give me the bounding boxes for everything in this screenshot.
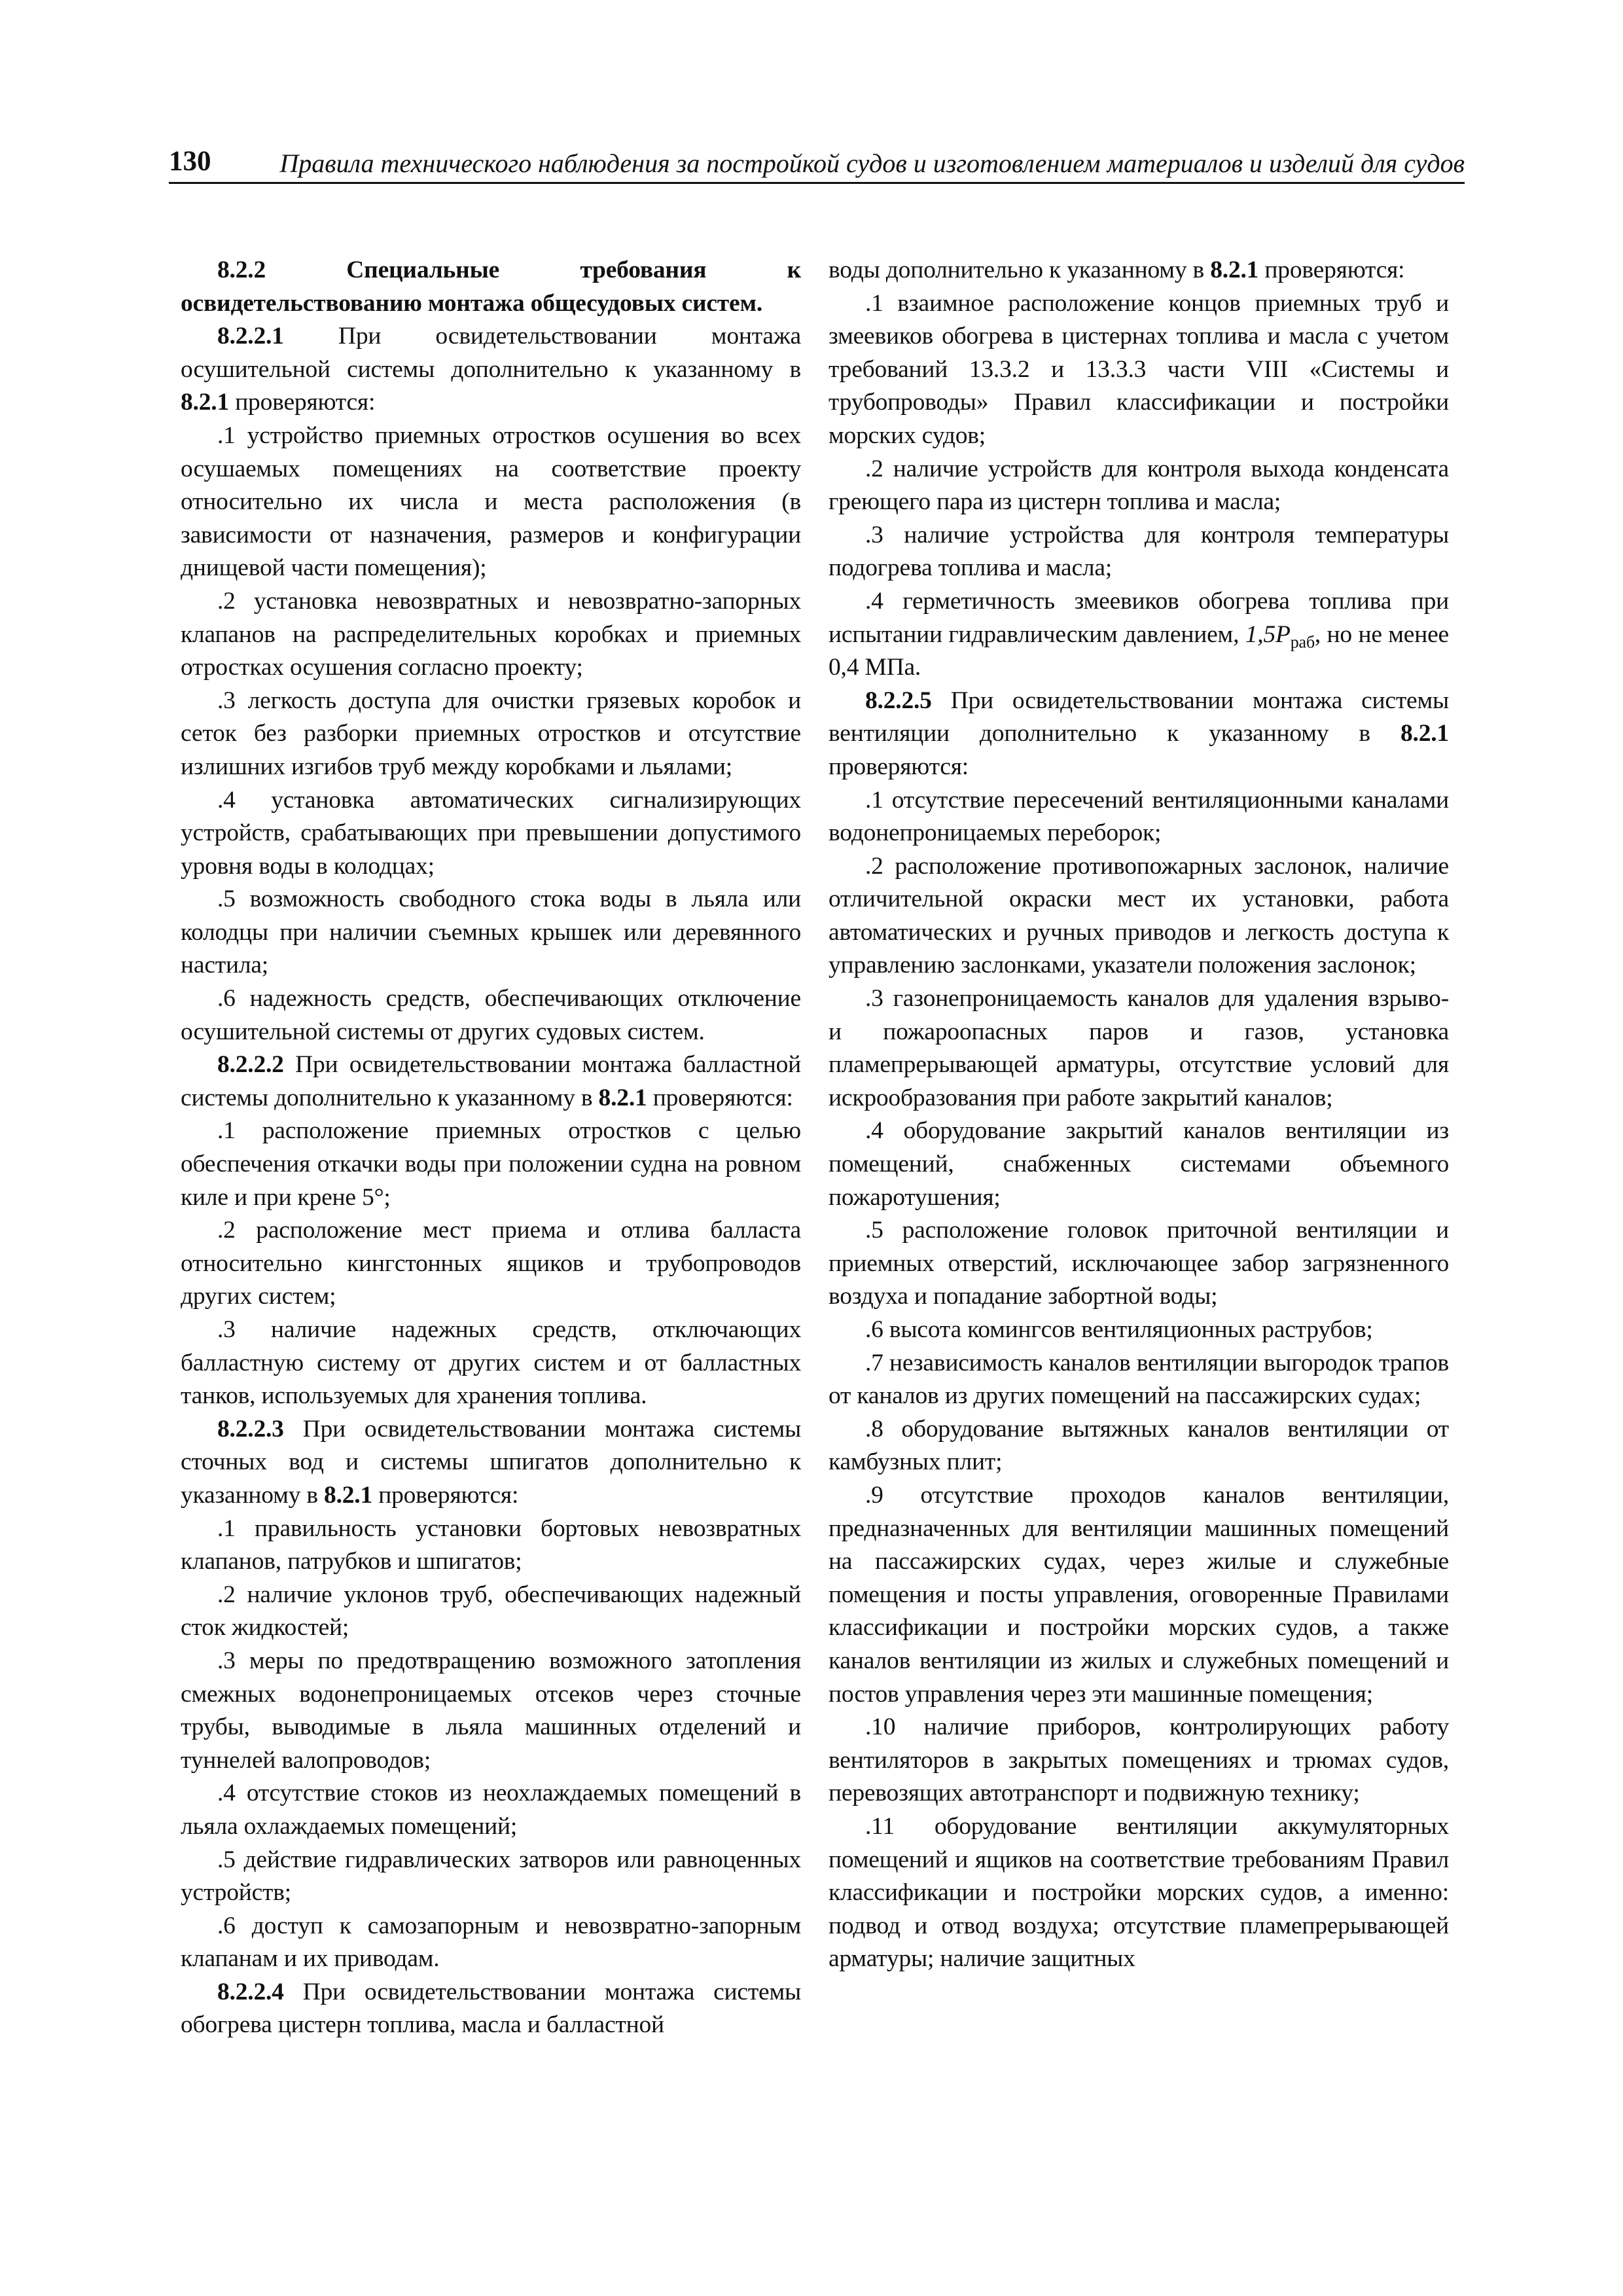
list-item: .4 герметичность змеевиков обогрева топлива при испытании гидравлическим давлением, $1,5P_{раб}$, но не менее 0,4 МПа. [829, 587, 1449, 681]
clause-number: 8.2.2.3 [217, 1415, 284, 1443]
section-title: Специальные требования к освидетельствованию монтажа общесудовых систем. [181, 257, 801, 317]
list-item: .1 взаимное расположение концов приемных труб и змеевиков обогрева в цистернах топлива и масла с учетом требований 13.3.2 и 13.3.3 части VIII «Системы и трубопроводы» Правил классификации и постройки морских судов; [829, 289, 1449, 449]
list-item: .2 расположение противопожарных заслонок, наличие отличительной окраски мест их установки, работа автоматических и ручных приводов и легкость доступа к управлению заслонками, указатели положения заслонок; [829, 852, 1449, 979]
list-item: .3 наличие устройства для контроля температуры подогрева топлива и масла; [829, 521, 1449, 582]
cross-reference: 8.2.1 [181, 389, 230, 416]
list-item: .6 доступ к самозапорным и невозвратно-запорным клапанам и их приводам. [181, 1912, 801, 1973]
list-item: .6 высота комингсов вентиляционных раструбов; [865, 1316, 1373, 1343]
list-item: .5 возможность свободного стока воды в льяла или колодцы при наличии съемных крышек или деревянного настила; [181, 886, 801, 979]
list-item: .2 расположение мест приема и отлива балласта относительно кингстонных ящиков и трубопроводов других систем; [181, 1217, 801, 1310]
list-item: .3 газонепроницаемость каналов для удаления взрыво- и пожароопасных паров и газов, установка пламепрерывающей арматуры, отсутствие условий для искрообразования при работе закрытий каналов; [829, 985, 1449, 1111]
list-item: .4 оборудование закрытий каналов вентиляции из помещений, снабженных системами объемного пожаротушения; [829, 1117, 1449, 1211]
cross-reference: 8.2.1 [1400, 720, 1449, 747]
running-header [169, 143, 1465, 184]
list-item: .4 отсутствие стоков из неохлаждаемых помещений в льяла охлаждаемых помещений; [181, 1780, 801, 1840]
list-item: .2 наличие уклонов труб, обеспечивающих надежный сток жидкостей; [181, 1581, 801, 1641]
list-item: .3 меры по предотвращению возможного затопления смежных водонепроницаемых отсеков через сточные трубы, выводимые в льяла машинных отделений и туннелей валопроводов; [181, 1647, 801, 1774]
section-heading-8-2-2 [181, 254, 801, 320]
running-title: Правила технического наблюдения за постройкой судов и изготовлением материалов и изделий для судов [279, 149, 1465, 178]
paragraph-8-2-2-2: 8.2.2.2 При освидетельствовании монтажа балластной системы дополнительно к указанному в 8.2.1 проверяются: [181, 1051, 801, 1111]
list-item: .4 установка автоматических сигнализирующих устройств, срабатывающих при превышении допустимого уровня воды в колодцах; [181, 786, 801, 880]
clause-number: 8.2.2.2 [217, 1051, 284, 1079]
paragraph-8-2-2-5: 8.2.2.5 При освидетельствовании монтажа системы вентиляции дополнительно к указанному в 8.2.1 проверяются: [829, 687, 1449, 780]
list-item: .1 устройство приемных отростков осушения во всех осушаемых помещениях на соответствие проекту относительно их числа и места расположения (в зависимости от назначения, размеров и конфигурации днищевой части помещения); [181, 422, 801, 582]
left-column [181, 254, 801, 2042]
list-item: .6 надежность средств, обеспечивающих отключение осушительной системы от других судовых систем. [181, 985, 801, 1045]
list-item: .5 расположение головок приточной вентиляции и приемных отверстий, исключающее забор загрязненного воздуха и попадание забортной воды; [829, 1217, 1449, 1310]
list-item: .2 установка невозвратных и невозвратно-запорных клапанов на распределительных коробках и приемных отростках осушения согласно проекту; [181, 587, 801, 681]
paragraph-8-2-2-3: 8.2.2.3 При освидетельствовании монтажа системы сточных вод и системы шпигатов дополнительно к указанному в 8.2.1 проверяются: [181, 1415, 801, 1509]
right-column [829, 254, 1449, 1976]
list-item: .10 наличие приборов, контролирующих работу вентиляторов в закрытых помещениях и трюмах судов, перевозящих автотранспорт и подвижную технику; [829, 1713, 1449, 1807]
list-item: .1 расположение приемных отростков с целью обеспечения откачки воды при положении судна на ровном киле и при крене 5°; [181, 1117, 801, 1211]
paragraph-continuation: воды дополнительно к указанному в 8.2.1 проверяются: [829, 257, 1405, 283]
list-item: .8 оборудование вытяжных каналов вентиляции от камбузных плит; [829, 1415, 1449, 1476]
list-item: .9 отсутствие проходов каналов вентиляции, предназначенных для вентиляции машинных помещений на пассажирских судах, через жилые и служебные помещения и посты управления, оговоренные Правилами классификации и постройки морских судов, а также каналов вентиляции из жилых и служебных помещений и постов управления через эти машинные помещения; [829, 1481, 1449, 1708]
clause-number: 8.2.2.5 [865, 687, 932, 714]
clause-number: 8.2.2.4 [217, 1978, 284, 2005]
list-item: .5 действие гидравлических затворов или равноценных устройств; [181, 1846, 801, 1907]
paragraph-8-2-2-4: 8.2.2.4 При освидетельствовании монтажа системы обогрева цистерн топлива, масла и балластной [181, 1978, 801, 2039]
cross-reference: 8.2.1 [1210, 257, 1259, 283]
list-item: .1 отсутствие пересечений вентиляционными каналами водонепроницаемых переборок; [829, 786, 1449, 847]
list-item: .11 оборудование вентиляции аккумуляторных помещений и ящиков на соответствие требованиям Правил классификации и постройки морских судов, а именно: подвод и отвод воздуха; отсутствие пламепрерывающей арматуры; наличие защитных [829, 1812, 1449, 1973]
list-item: .3 наличие надежных средств, отключающих балластную систему от других систем и от балластных танков, используемых для хранения топлива. [181, 1316, 801, 1410]
formula-subscript: раб [1290, 632, 1315, 652]
list-item: .7 независимость каналов вентиляции выгородок трапов от каналов из других помещений на пассажирских судах; [829, 1349, 1449, 1410]
list-item: .3 легкость доступа для очистки грязевых коробок и сеток без разборки приемных отростков и отсутствие излишних изгибов труб между коробками и льялами; [181, 687, 801, 780]
cross-reference: 8.2.1 [598, 1084, 647, 1111]
page-number: 130 [169, 146, 211, 177]
formula: 1,5P [1245, 620, 1291, 648]
clause-number: 8.2.2.1 [217, 323, 284, 350]
section-number: 8.2.2 [217, 257, 266, 283]
paragraph-8-2-2-1: 8.2.2.1 При освидетельствовании монтажа осушительной системы дополнительно к указанному в 8.2.1 проверяются: [181, 323, 801, 416]
cross-reference: 8.2.1 [324, 1481, 373, 1509]
list-item: .1 правильность установки бортовых невозвратных клапанов, патрубков и шпигатов; [181, 1515, 801, 1575]
list-item: .2 наличие устройств для контроля выхода конденсата греющего пара из цистерн топлива и масла; [829, 455, 1449, 516]
